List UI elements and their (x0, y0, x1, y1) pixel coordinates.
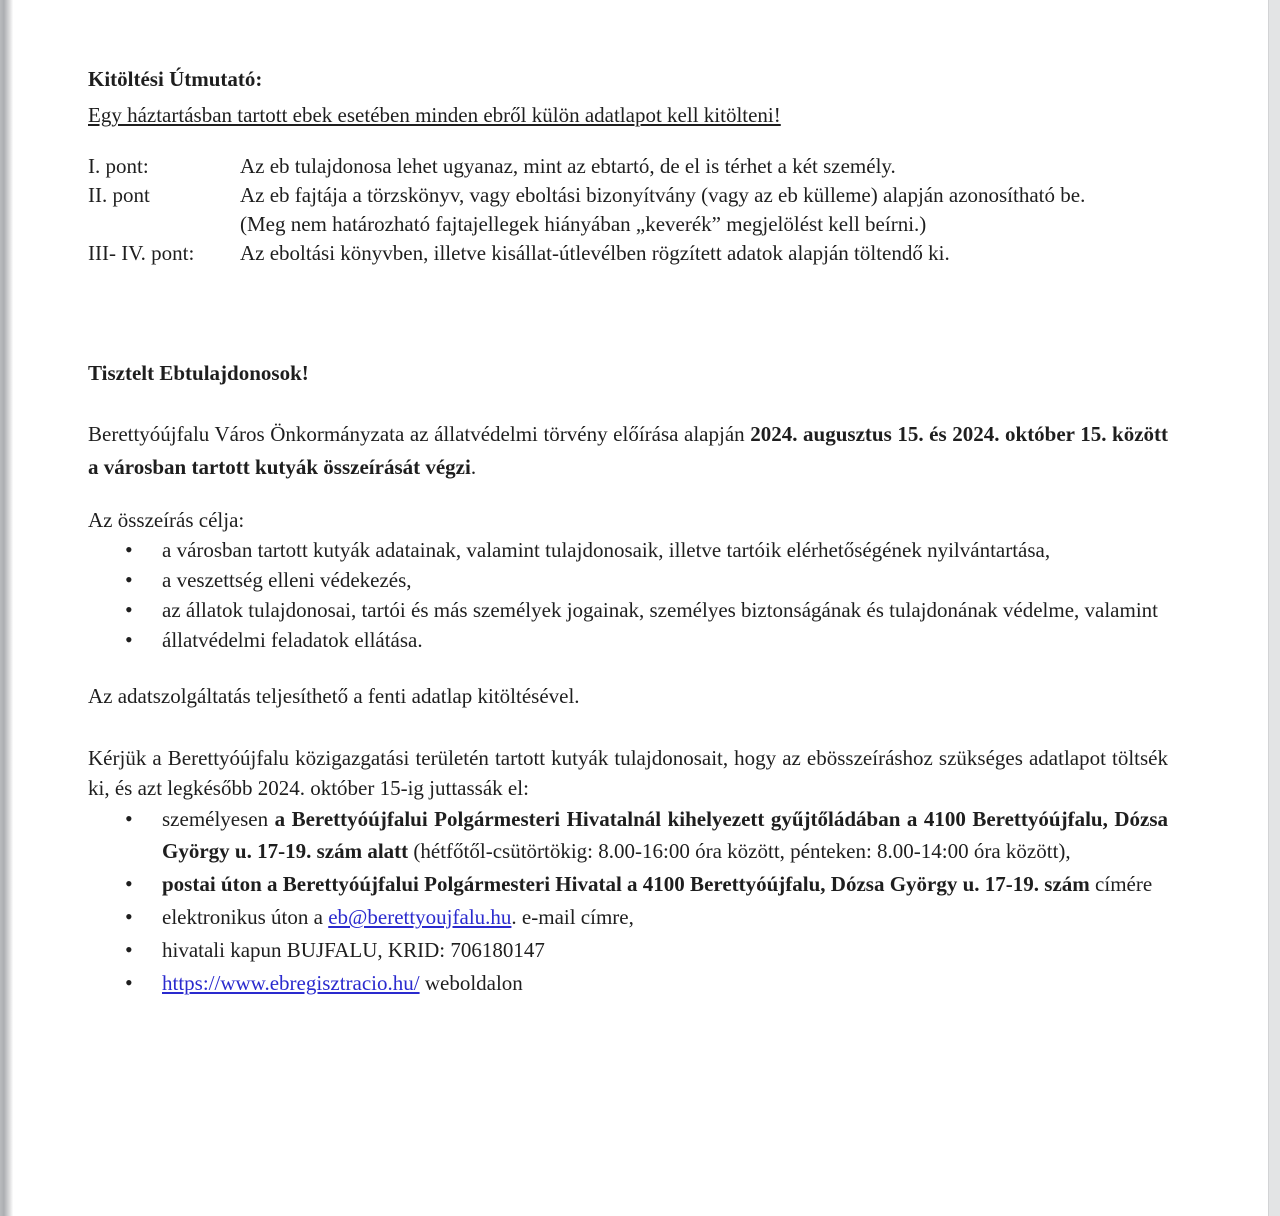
list-item: • állatvédelmi feladatok ellátása. (88, 625, 1168, 655)
point-text-line: Az eboltási könyvben, illetve kisállat-útlevélben rögzített adatok alapján töltendő ki. (240, 241, 950, 265)
instruction-points (88, 152, 1168, 268)
purpose-heading: Az összeírás célja: (88, 508, 245, 532)
list-item (88, 901, 1168, 933)
list-item (88, 967, 1168, 999)
scan-edge-left (0, 0, 13, 1216)
list-item (88, 868, 1168, 900)
submission-list (88, 803, 1168, 999)
email-link[interactable]: eb@berettyoujfalu.hu (328, 905, 512, 929)
scan-edge-right (1268, 0, 1280, 1216)
text-segment: . (470, 455, 477, 479)
instructions-subtitle: Egy háztartásban tartott ebek esetében minden ebről külön adatlapot kell kitölteni! (88, 103, 781, 127)
note-paragraph: Az adatszolgáltatás teljesíthető a fenti adatlap kitöltésével. (88, 684, 580, 708)
text-segment: hivatali kapun BUJFALU, KRID: 706180147 (162, 938, 545, 962)
list-item (88, 934, 1168, 966)
instructions-title: Kitöltési Útmutató: (88, 67, 263, 91)
text-segment: 2024. augusztus 15. és 2024. október 15. között a városban tartott kutyák összeírását végzi (88, 422, 1168, 479)
intro-paragraph (88, 418, 1168, 484)
point-text-line: Az eb fajtája a törzskönyv, vagy eboltási bizonyítvány (vagy az eb külleme) alapján azonosítható be. (240, 183, 1086, 207)
point-text (240, 152, 1168, 181)
text-segment: személyesen (162, 807, 275, 831)
point-label: II. pont (88, 183, 150, 207)
text-segment: Berettyóújfalu Város Önkormányzata az állatvédelmi törvény előírása alapján (88, 422, 751, 446)
instruction-point-row (88, 181, 1168, 239)
text-segment: . e-mail címre, (511, 905, 634, 929)
list-item: • az állatok tulajdonosai, tartói és más személyek jogainak, személyes biztonságának és tulajdonának védelme, valamint (88, 595, 1168, 625)
request-paragraph: Kérjük a Berettyóújfalu közigazgatási területén tartott kutyák tulajdonosait, hogy az ebösszeíráshoz szükséges adatlapot töltsék ki, és azt legkésőbb 2024. október 15-ig juttassák el: (88, 746, 1168, 800)
instruction-point-row (88, 239, 1168, 268)
point-text (240, 181, 1168, 239)
text-segment: (hétfőtől-csütörtökig: 8.00-16:00 óra között, pénteken: 8.00-14:00 óra között), (413, 839, 1071, 863)
website-link[interactable]: https://www.ebregisztracio.hu/ (162, 971, 420, 995)
point-label: III- IV. pont: (88, 241, 195, 265)
point-text-line: (Meg nem határozható fajtajellegek hiányában „keverék” megjelölést kell beírni.) (240, 212, 927, 236)
list-item (88, 803, 1168, 867)
instruction-point-row (88, 152, 1168, 181)
list-item: • a városban tartott kutyák adatainak, valamint tulajdonosaik, illetve tartóik elérhetőségének nyilvántartása, (88, 535, 1168, 565)
point-label: I. pont: (88, 154, 149, 178)
text-segment: elektronikus úton a (162, 905, 329, 929)
text-segment: a Berettyóújfalui Polgármesteri Hivatalnál kihelyezett gyűjtőládában a 4100 Berettyóújfalu, Dózsa György u. 17-19. szám alatt (162, 807, 1168, 863)
document-page (88, 64, 1168, 1000)
text-segment: postai úton a Berettyóújfalui Polgármesteri Hivatal a 4100 Berettyóújfalu, Dózsa György u. 17-19. szám (162, 872, 1096, 896)
point-text-line: Az eb tulajdonosa lehet ugyanaz, mint az ebtartó, de el is térhet a két személy. (240, 154, 896, 178)
purpose-list (88, 535, 1168, 655)
text-segment: címére (1095, 872, 1153, 896)
list-item: • a veszettség elleni védekezés, (88, 565, 1168, 595)
salutation: Tisztelt Ebtulajdonosok! (88, 361, 309, 385)
text-segment: weboldalon (419, 971, 523, 995)
point-text (240, 239, 1168, 268)
